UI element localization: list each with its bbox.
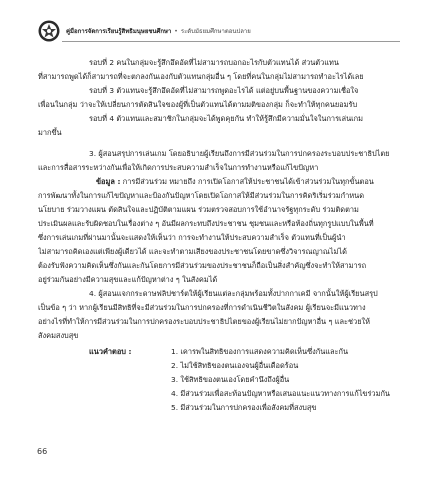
step-3-line-1: 3. ผู้สอนสรุปการเล่นเกม โดยอธิบายผู้เรียนถึงการมีส่วนร่วมในการปกครองระบอบประชาธิปไตย <box>89 149 390 158</box>
header-text <box>66 26 251 36</box>
info-line-8: อยู่ร่วมกันอย่างมีความสุขและแก้ปัญหาต่าง ๆ ในสังคมได้ <box>38 275 218 284</box>
step-4-line-4: สังคมสงบสุข <box>38 331 79 340</box>
list-item: 1. เคารพในสิทธิของการแสดงความคิดเห็นซึ่งกันและกัน <box>171 347 349 356</box>
step-4-line-1: 4. ผู้สอนแจกกระดาษฟลิปชาร์ตให้ผู้เรียนแต่ละกลุ่มพร้อมทั้งปากกาเคมี จากนั้นให้ผู้เรียนสรุป <box>89 289 378 298</box>
info-label: ข้อมูล : <box>96 177 121 186</box>
page-header <box>38 20 398 42</box>
page-number: 66 <box>37 447 48 456</box>
list-item: 4. มีส่วนร่วมเพื่อสะท้อนปัญหาหรือเสนอแนะแนวทางการแก้ไขร่วมกัน <box>171 389 390 398</box>
list-item: 5. มีส่วนร่วมในการปกครองเพื่อสังคมที่สงบสุข <box>171 403 317 412</box>
info-line-7: ต้องรับฟังความคิดเห็นซึ่งกันและกันโดยการมีส่วนร่วมของประชาชนก็ถือเป็นสิ่งสำคัญซึ่งจะทำให้สามารถ <box>38 261 367 270</box>
info-line-5: ซึ่งการเล่นเกมที่ผ่านมานั้นจะแสดงให้เห็นว่า การจะทำงานให้ประสบความสำเร็จ ตัวแทนที่เป็นผู้นำ <box>38 233 346 242</box>
list-item: 2. ไม่ใช้สิทธิของตนเองจนผู้อื่นเดือดร้อน <box>171 361 299 370</box>
step-4-line-2: เป็นข้อ ๆ ว่า หากผู้เรียนมีสิทธิที่จะมีส่วนร่วมในการปกครองที่การดำเนินชีวิตในสังคม ผู้เรียนจะมีแนวทาง <box>38 303 366 312</box>
round-4-line-2: มากขึ้น <box>38 128 62 137</box>
info-line-1 <box>38 175 398 189</box>
info-line-3: นโยบาย ร่วมวางแผน ตัดสินใจและปฏิบัติตามแผน ร่วมตรวจสอบการใช้อำนาจรัฐทุกระดับ ร่วมติดตาม <box>38 205 359 214</box>
round-4-line-1: รอบที่ 4 ตัวแทนและสมาชิกในกลุ่มจะได้พูดคุยกัน ทำให้รู้สึกมีความมั่นใจในการเล่นเกม <box>89 114 364 123</box>
info-line-6: ไม่สามารถคิดเองแต่เพียงผู้เดียวได้ และจะทำตามเสียงของประชาชนโดยขาดซึ่งวิจารณญาณไม่ได้ <box>38 247 347 256</box>
round-3-line-2: เพื่อนในกลุ่ม ว่าจะให้เปลี่ยนการตัดสินใจของผู้ที่เป็นตัวแทนได้ตามมติของกลุ่ม ก็จะทำให้ทุกคนยอมรับ <box>38 100 358 109</box>
answer-guide-label: แนวคำตอบ : <box>89 347 132 356</box>
institution-logo-icon <box>38 20 60 42</box>
header-separator: • <box>174 27 178 35</box>
answer-guide-row <box>38 345 398 415</box>
answer-guide <box>38 345 398 415</box>
page-content <box>38 56 398 415</box>
info-text: การมีส่วนร่วม หมายถึง การเปิดโอกาสให้ประชาชนได้เข้าส่วนร่วมในทุกขั้นตอน <box>122 177 374 186</box>
round-2-line-2: ที่สามารถพูดได้ก็สามารถที่จะตกลงกันเองกับตัวแทนกลุ่มอื่น ๆ โดยที่คนในกลุ่มไม่สามารถทำอะไรได้เลย <box>38 72 364 81</box>
step-3-line-2: และการสื่อสารระหว่างกันเพื่อให้เกิดการประสบความสำเร็จในการทำงานหรือแก้ไขปัญหา <box>38 163 319 172</box>
header-rule <box>62 41 400 42</box>
info-line-2: การพัฒนาทั้งในการแก้ไขปัญหาและป้องกันปัญหาโดยเปิดโอกาสให้มีส่วนร่วมในการคิดริเริ่มร่วมกำหนด <box>38 191 365 200</box>
round-2-line-1: รอบที่ 2 คนในกลุ่มจะรู้สึกอึดอัดที่ไม่สามารถบอกอะไรกับตัวแทนได้ ส่วนตัวแทน <box>89 58 339 67</box>
round-3-line-1: รอบที่ 3 ตัวแทนจะรู้สึกอึดอัดที่ไม่สามารถพูดอะไรได้ แต่อยู่บนพื้นฐานของความเชื่อใจ <box>89 86 359 95</box>
document-subtitle: ระดับมัธยมศึกษาตอนปลาย <box>180 28 251 35</box>
document-title: คู่มือการจัดการเรียนรู้สิทธิมนุษยชนศึกษา <box>66 28 172 35</box>
step-4-line-3: อย่างไรที่ทำให้การมีส่วนร่วมในการปกครองระบอบประชาธิปไตยของผู้เรียนไม่ยากปัญหาอื่น ๆ และช่วยให้ <box>38 317 371 326</box>
answer-list <box>171 345 390 415</box>
list-item: 3. ใช้สิทธิของตนเองโดยคำนึงถึงผู้อื่น <box>171 375 290 384</box>
info-line-4: ประเมินผลและรับผิดชอบในเรื่องต่าง ๆ อันมีผลกระทบถึงประชาชน ชุมชนและหรือท้องถิ่นทุกรูปแบบในพื้นที่ <box>38 219 374 228</box>
